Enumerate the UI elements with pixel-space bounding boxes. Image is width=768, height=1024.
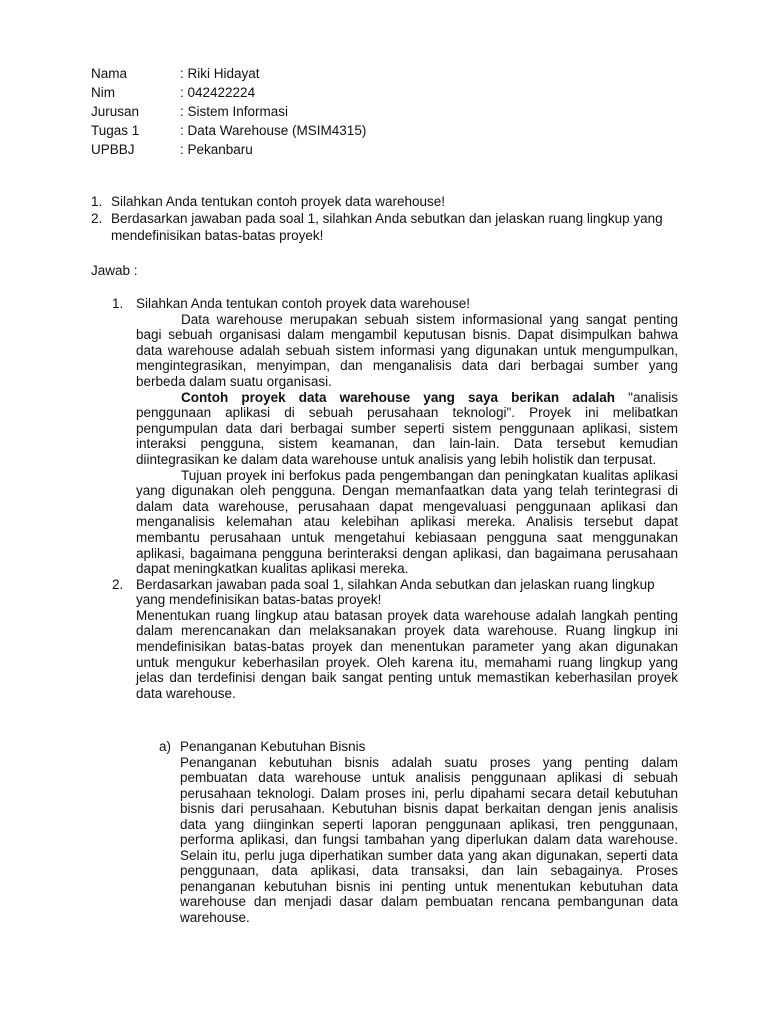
identity-key: Nama [91, 66, 128, 81]
sub-item-letter: a) [159, 739, 172, 754]
question-number: 1. [91, 194, 103, 209]
answer-question: Berdasarkan jawaban pada soal 1, silahkan Anda sebutkan dan jelaskan ruang lingkup yang mendefinisikan batas-batas proyek! [136, 576, 655, 608]
sub-item-list [159, 739, 678, 925]
identity-value: : Data Warehouse (MSIM4315) [180, 123, 367, 138]
sub-item-title: Penanganan Kebutuhan Bisnis [180, 739, 366, 754]
answer-item-1 [112, 296, 678, 577]
answer-item-2 [112, 577, 678, 702]
sub-item-text: Penanganan kebutuhan bisnis adalah suatu proses yang penting dalam pembuatan data warehouse untuk analisis penggunaan aplikasi di sebuah perusahaan teknologi. Dalam proses ini, perlu dipahami secara detail kebutuhan bisnis dari perusahaan. Kebutuhan bisnis dapat berkaitan dengan jenis analisis data yang diinginkan seperti laporan penggunaan aplikasi, tren penggunaan, performa aplikasi, dan fungsi tambahan yang diperlukan dalam data warehouse. Selain itu, perlu juga diperhatikan sumber data yang akan digunakan, seperti data penggunaan, data aplikasi, data transaksi, dan lain sebagainya. Proses penanganan kebutuhan bisnis ini penting untuk menentukan kebutuhan data warehouse dan menjadi dasar dalam pembuatan rencana pembangunan data warehouse. [180, 754, 678, 925]
paragraph-text: "analisis penggunaan aplikasi di sebuah perusahaan teknologi". Proyek ini melibatkan pengumpulan data dari berbagai sumber seperti sistem penggunaan aplikasi, sistem interaksi pengguna, sistem keamanan, dan lain-lain. Data tersebut kemudian diintegrasikan ke dalam data warehouse untuk analisis yang lebih holistik dan terpusat. [136, 389, 678, 467]
answer-number: 1. [112, 296, 124, 311]
answer-paragraph: Tujuan proyek ini berfokus pada pengembangan dan peningkatan kualitas aplikasi yang digunakan oleh pengguna. Dengan memanfaatkan data yang telah terintegrasi di dalam data warehouse, perusahaan dapat mengevaluasi penggunaan aplikasi dan menganalisis kelemahan atau kelebihan aplikasi mereka. Analisis tersebut dapat membantu perusahaan untuk mengetahui kebiasaan pengguna saat menggunakan aplikasi, bagaimana pengguna berinteraksi dengan aplikasi, dan bagaimana perusahaan dapat meningkatkan kualitas aplikasi mereka. [136, 467, 678, 577]
identity-key: UPBBJ [91, 142, 135, 157]
identity-value: : Pekanbaru [180, 142, 253, 157]
identity-row-upbbj [91, 140, 366, 159]
identity-row-jurusan [91, 102, 366, 121]
identity-row-tugas [91, 121, 366, 140]
answer-question: Silahkan Anda tentukan contoh proyek data warehouse! [136, 296, 470, 311]
question-item [91, 210, 681, 244]
question-text: Silahkan Anda tentukan contoh proyek data warehouse! [111, 194, 445, 209]
answer-paragraph: Data warehouse merupakan sebuah sistem informasional yang sangat penting bagi sebuah organisasi dalam mengambil keputusan bisnis. Dapat disimpulkan bahwa data warehouse adalah sebuah sistem informasi yang digunakan untuk mengumpulkan, mengintegrasikan, menyimpan, dan menganalisis data dari berbagai sumber yang berbeda dalam suatu organisasi. [136, 311, 678, 389]
answer-list [112, 296, 678, 701]
identity-key: Tugas 1 [91, 123, 140, 138]
identity-row-nama [91, 64, 366, 83]
answer-number: 2. [112, 576, 124, 592]
question-list [91, 193, 681, 244]
identity-row-nim [91, 83, 366, 102]
answer-paragraph: Menentukan ruang lingkup atau batasan proyek data warehouse adalah langkah penting dalam merencanakan dan melaksanakan proyek data warehouse. Ruang lingkup ini mendefinisikan batas-batas proyek dan menentukan parameter yang akan digunakan untuk mengukur keberhasilan proyek. Oleh karena itu, memahami ruang lingkup yang jelas dan terdefinisi dengan baik sangat penting untuk memastikan keberhasilan proyek data warehouse. [136, 607, 678, 701]
answer-body [136, 577, 678, 702]
answer-body [136, 296, 678, 577]
bold-phrase: Contoh proyek data warehouse yang saya berikan adalah [181, 389, 616, 405]
question-text: Berdasarkan jawaban pada soal 1, silahkan Anda sebutkan dan jelaskan ruang lingkup yang mendefinisikan batas-batas proyek! [111, 211, 663, 243]
identity-key: Nim [91, 85, 115, 100]
question-item [91, 193, 681, 210]
identity-table [91, 64, 366, 159]
identity-key: Jurusan [91, 104, 140, 119]
question-number: 2. [91, 211, 103, 226]
sub-item-body [180, 739, 678, 925]
identity-value: : Sistem Informasi [180, 104, 289, 119]
identity-value: : 042422224 [180, 85, 256, 100]
answer-heading: Jawab : [91, 263, 138, 278]
sub-item-a [159, 739, 678, 925]
answer-paragraph [136, 390, 678, 468]
identity-value: : Riki Hidayat [180, 66, 260, 81]
